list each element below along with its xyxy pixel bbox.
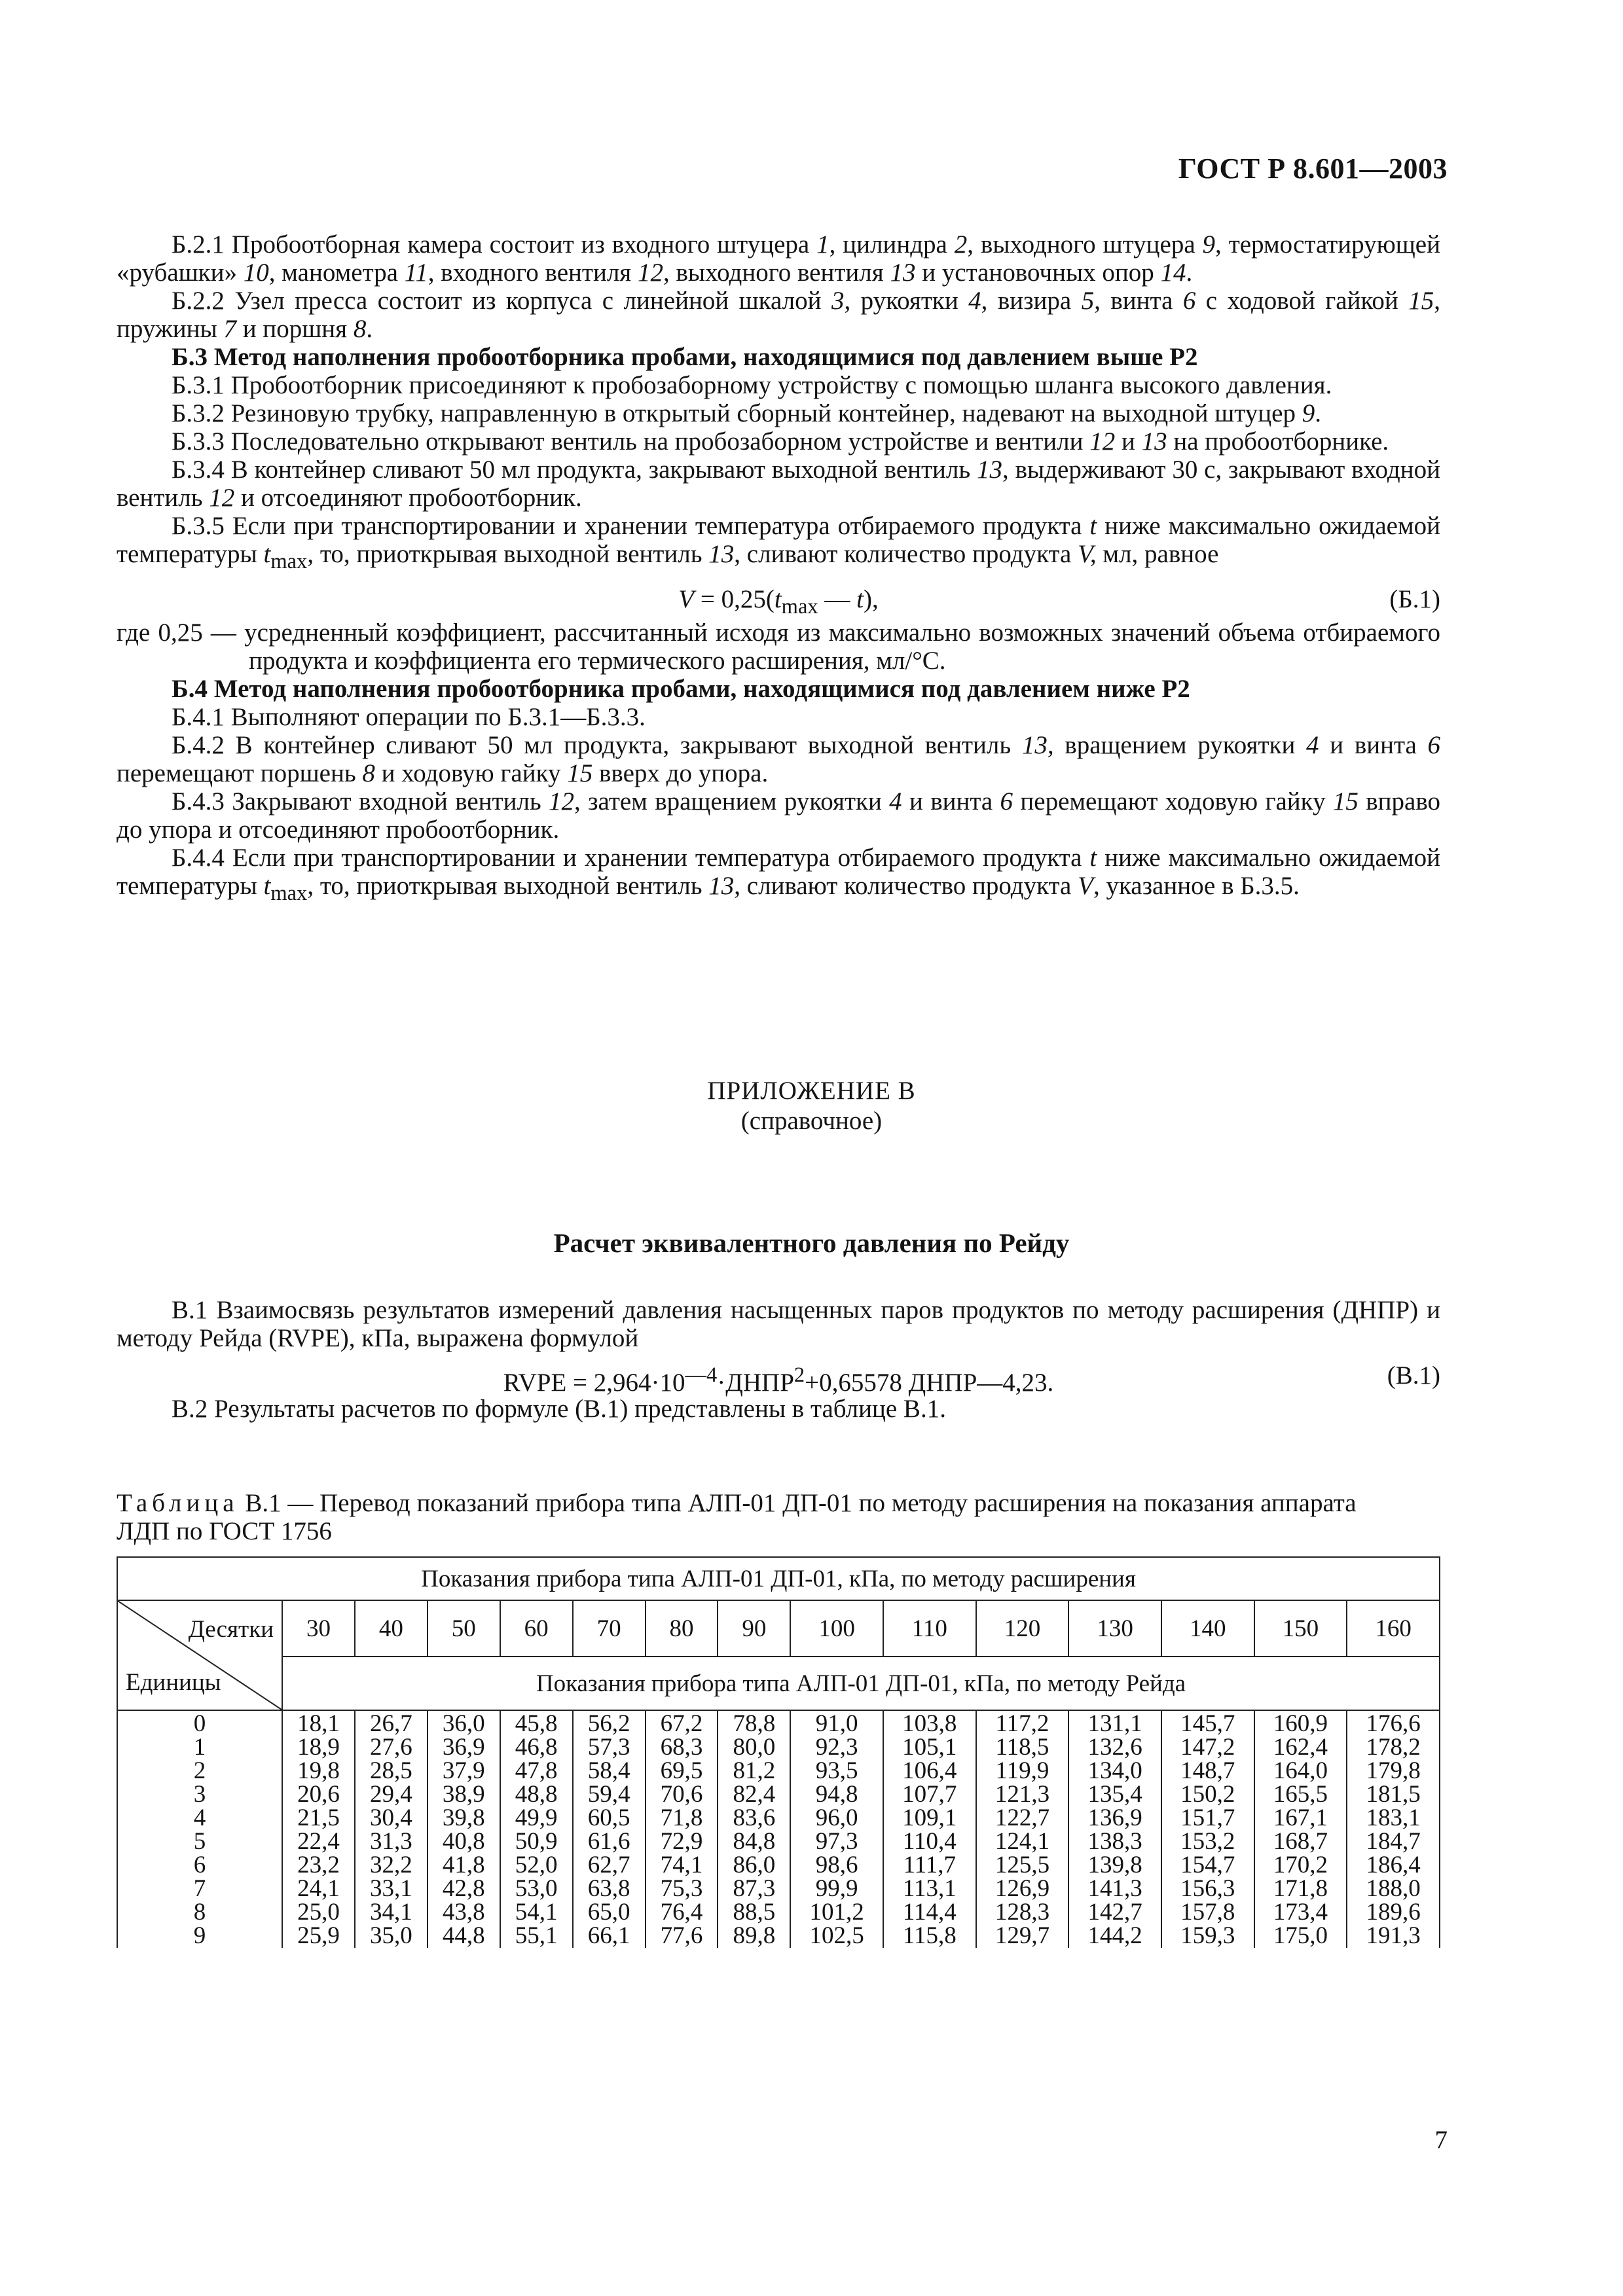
table-cell: 36,9 <box>428 1736 500 1759</box>
units-cell: 8 <box>117 1901 282 1924</box>
formula-v1-number: (В.1) <box>1387 1361 1440 1390</box>
table-row <box>117 1901 1440 1924</box>
table-cell: 184,7 <box>1347 1830 1440 1854</box>
tens-header-cell: 160 <box>1347 1600 1440 1657</box>
table-cell: 167,1 <box>1254 1806 1347 1830</box>
table-cell: 110,4 <box>883 1830 976 1854</box>
table-cell: 83,6 <box>718 1806 790 1830</box>
table-row <box>117 1830 1440 1854</box>
table-cell: 18,1 <box>282 1710 355 1736</box>
table-cell: 150,2 <box>1161 1783 1254 1806</box>
table-cell: 76,4 <box>646 1901 718 1924</box>
appendix-title: ПРИЛОЖЕНИЕ В <box>707 1077 916 1105</box>
units-cell: 9 <box>117 1924 282 1948</box>
table-cell: 160,9 <box>1254 1710 1347 1736</box>
paragraph-b4-4: Б.4.4 Если при транспортировании и хранении температура отбираемого продукта t ниже максимально ожидаемой температуры $t_{max}$, то, приоткрывая выходной вентиль 13, сливают количество продукта V, указанное в Б.3.5. <box>117 843 1440 905</box>
units-cell: 2 <box>117 1759 282 1783</box>
formula-v1 <box>117 1361 1440 1397</box>
table-cell: 153,2 <box>1161 1830 1254 1854</box>
table-caption <box>117 1489 1393 1545</box>
formula-b1-number: (Б.1) <box>1389 584 1440 613</box>
body-text-b <box>117 230 1440 908</box>
table-cell: 132,6 <box>1068 1736 1161 1759</box>
table-cell: 61,6 <box>573 1830 646 1854</box>
page-number: 7 <box>1434 2126 1448 2154</box>
table-row <box>117 1806 1440 1830</box>
paragraph-b3-5: Б.3.5 Если при транспортировании и хранении температура отбираемого продукта t ниже максимально ожидаемой температуры $t_{max}$, то, приоткрывая выходной вентиль 13, сливают количество продукта V, мл, равное <box>117 512 1440 573</box>
table-row <box>117 1736 1440 1759</box>
table-cell: 70,6 <box>646 1783 718 1806</box>
table-cell: 24,1 <box>282 1877 355 1901</box>
table-cell: 159,3 <box>1161 1924 1254 1948</box>
table-cell: 98,6 <box>790 1854 883 1877</box>
table-cell: 65,0 <box>573 1901 646 1924</box>
table-cell: 136,9 <box>1068 1806 1161 1830</box>
table-cell: 135,4 <box>1068 1783 1161 1806</box>
table-cell: 156,3 <box>1161 1877 1254 1901</box>
table-cell: 71,8 <box>646 1806 718 1830</box>
table-cell: 138,3 <box>1068 1830 1161 1854</box>
paragraph-b2-2: Б.2.2 Узел пресса состоит из корпуса с линейной шкалой 3, рукоятки 4, визира 5, винта 6 с ходовой гайкой 15, пружины 7 и поршня 8. <box>117 287 1440 343</box>
table-cell: 55,1 <box>500 1924 573 1948</box>
table-cell: 53,0 <box>500 1877 573 1901</box>
table-cell: 48,8 <box>500 1783 573 1806</box>
table-cell: 114,4 <box>883 1901 976 1924</box>
table-cell: 154,7 <box>1161 1854 1254 1877</box>
table-cell: 142,7 <box>1068 1901 1161 1924</box>
table-cell: 38,9 <box>428 1783 500 1806</box>
table-caption-text: В.1 — Перевод показаний прибора типа АЛП-01 ДП-01 по методу расширения на показания аппарата ЛДП по ГОСТ 1756 <box>117 1489 1357 1545</box>
table-cell: 67,2 <box>646 1710 718 1736</box>
table-cell: 28,5 <box>355 1759 428 1783</box>
conversion-table <box>117 1556 1440 1948</box>
formula-b1-explanation: где 0,25 — усредненный коэффициент, рассчитанный исходя из максимально возможных значений объема отбираемого продукта и коэффициента его термического расширения, мл/°С. <box>117 618 1440 675</box>
table-cell: 147,2 <box>1161 1736 1254 1759</box>
tens-header-cell: 80 <box>646 1600 718 1657</box>
tens-header-cell: 60 <box>500 1600 573 1657</box>
paragraph-b3-4: Б.3.4 В контейнер сливают 50 мл продукта, закрывают выходной вентиль 13, выдерживают 30 с, закрывают входной вентиль 12 и отсоединяют пробоотборник. <box>117 456 1441 512</box>
table-cell: 93,5 <box>790 1759 883 1783</box>
tens-header-cell: 130 <box>1068 1600 1161 1657</box>
table-cell: 35,0 <box>355 1924 428 1948</box>
table-row <box>117 1854 1440 1877</box>
table-cell: 44,8 <box>428 1924 500 1948</box>
table-cell: 91,0 <box>790 1710 883 1736</box>
table-cell: 111,7 <box>883 1854 976 1877</box>
table-cell: 45,8 <box>500 1710 573 1736</box>
paragraph-b2-1: Б.2.1 Пробоотборная камера состоит из входного штуцера 1, цилиндра 2, выходного штуцера 9, термостатирующей «рубашки» 10, манометра 11, входного вентиля 12, выходного вентиля 13 и установочных опор 14. <box>117 230 1440 287</box>
table-cell: 62,7 <box>573 1854 646 1877</box>
table-cell: 121,3 <box>976 1783 1069 1806</box>
table-cell: 58,4 <box>573 1759 646 1783</box>
table-cell: 189,6 <box>1347 1901 1440 1924</box>
table-cell: 191,3 <box>1347 1924 1440 1948</box>
table-cell: 37,9 <box>428 1759 500 1783</box>
table-cell: 77,6 <box>646 1924 718 1948</box>
table-cell: 101,2 <box>790 1901 883 1924</box>
table-cell: 122,7 <box>976 1806 1069 1830</box>
tens-header-cell: 50 <box>428 1600 500 1657</box>
table-cell: 20,6 <box>282 1783 355 1806</box>
tens-header-cell: 70 <box>573 1600 646 1657</box>
table-cell: 26,7 <box>355 1710 428 1736</box>
table-cell: 66,1 <box>573 1924 646 1948</box>
table-cell: 181,5 <box>1347 1783 1440 1806</box>
table-cell: 22,4 <box>282 1830 355 1854</box>
table-cell: 129,7 <box>976 1924 1069 1948</box>
conversion-table-body <box>117 1557 1440 1948</box>
table-cell: 36,0 <box>428 1710 500 1736</box>
table-cell: 168,7 <box>1254 1830 1347 1854</box>
table-cell: 84,8 <box>718 1830 790 1854</box>
table-cell: 128,3 <box>976 1901 1069 1924</box>
corner-label-tens: Десятки <box>188 1616 274 1643</box>
table-cell: 89,8 <box>718 1924 790 1948</box>
table-cell: 68,3 <box>646 1736 718 1759</box>
table-cell: 29,4 <box>355 1783 428 1806</box>
table-cell: 113,1 <box>883 1877 976 1901</box>
units-cell: 6 <box>117 1854 282 1877</box>
table-cell: 87,3 <box>718 1877 790 1901</box>
paragraph-b3-1: Б.3.1 Пробоотборник присоединяют к пробозаборному устройству с помощью шланга высокого давления. <box>172 371 1332 399</box>
table-cell: 148,7 <box>1161 1759 1254 1783</box>
table-cell: 141,3 <box>1068 1877 1161 1901</box>
table-cell: 18,9 <box>282 1736 355 1759</box>
heading-b4: Б.4 Метод наполнения пробоотборника пробами, находящимися под давлением ниже Р2 <box>172 674 1190 703</box>
tens-header-cell: 90 <box>718 1600 790 1657</box>
tens-header-cell: 30 <box>282 1600 355 1657</box>
body-text-v <box>117 1296 1440 1423</box>
table-cell: 57,3 <box>573 1736 646 1759</box>
table-cell: 81,2 <box>718 1759 790 1783</box>
table-cell: 115,8 <box>883 1924 976 1948</box>
table-cell: 42,8 <box>428 1877 500 1901</box>
units-cell: 4 <box>117 1806 282 1830</box>
corner-label-units: Единицы <box>126 1669 221 1696</box>
table-cell: 171,8 <box>1254 1877 1347 1901</box>
table-cell: 96,0 <box>790 1806 883 1830</box>
tens-header-cell: 150 <box>1254 1600 1347 1657</box>
tens-header-cell: 100 <box>790 1600 883 1657</box>
table-cell: 23,2 <box>282 1854 355 1877</box>
units-cell: 5 <box>117 1830 282 1854</box>
paragraph-b4-2: Б.4.2 В контейнер сливают 50 мл продукта, закрывают выходной вентиль 13, вращением рукоятки 4 и винта 6 перемещают поршень 8 и ходовую гайку 15 вверх до упора. <box>117 730 1441 787</box>
section-title: Расчет эквивалентного давления по Рейду <box>553 1228 1070 1258</box>
table-cell: 39,8 <box>428 1806 500 1830</box>
table-cell: 105,1 <box>883 1736 976 1759</box>
table-cell: 43,8 <box>428 1901 500 1924</box>
paragraph-b4-3: Б.4.3 Закрывают входной вентиль 12, затем вращением рукоятки 4 и винта 6 перемещают ходовую гайку 15 вправо до упора и отсоединяют пробоотборник. <box>117 787 1440 844</box>
table-cell: 63,8 <box>573 1877 646 1901</box>
table-cell: 50,9 <box>500 1830 573 1854</box>
table-cell: 107,7 <box>883 1783 976 1806</box>
table-cell: 102,5 <box>790 1924 883 1948</box>
table-cell: 80,0 <box>718 1736 790 1759</box>
table-cell: 179,8 <box>1347 1759 1440 1783</box>
table-cell: 125,5 <box>976 1854 1069 1877</box>
table-cell: 92,3 <box>790 1736 883 1759</box>
table-cell: 47,8 <box>500 1759 573 1783</box>
table-header-row <box>117 1557 1440 1600</box>
table-cell: 99,9 <box>790 1877 883 1901</box>
appendix-subtitle: (справочное) <box>740 1107 883 1135</box>
paragraph-v1: В.1 Взаимосвязь результатов измерений давления насыщенных паров продуктов по методу расширения (ДНПР) и методу Рейда (RVPE), кПа, выражена формулой <box>117 1296 1440 1352</box>
table-cell: 97,3 <box>790 1830 883 1854</box>
table-caption-label: Таблица <box>117 1489 239 1517</box>
table-cell: 86,0 <box>718 1854 790 1877</box>
units-cell: 1 <box>117 1736 282 1759</box>
table-cell: 106,4 <box>883 1759 976 1783</box>
table-cell: 175,0 <box>1254 1924 1347 1948</box>
table-header-top: Показания прибора типа АЛП-01 ДП-01, кПа, по методу расширения <box>117 1557 1440 1600</box>
table-tens-row <box>117 1600 1440 1657</box>
tens-header-cell: 40 <box>355 1600 428 1657</box>
table-cell: 173,4 <box>1254 1901 1347 1924</box>
table-cell: 165,5 <box>1254 1783 1347 1806</box>
table-cell: 30,4 <box>355 1806 428 1830</box>
table-cell: 72,9 <box>646 1830 718 1854</box>
table-cell: 31,3 <box>355 1830 428 1854</box>
table-cell: 151,7 <box>1161 1806 1254 1830</box>
table-cell: 60,5 <box>573 1806 646 1830</box>
table-cell: 124,1 <box>976 1830 1069 1854</box>
paragraph-b3-3: Б.3.3 Последовательно открывают вентиль на пробозаборном устройстве и вентили 12 и 13 на пробоотборнике. <box>172 427 1389 456</box>
table-cell: 117,2 <box>976 1710 1069 1736</box>
table-cell: 162,4 <box>1254 1736 1347 1759</box>
table-cell: 157,8 <box>1161 1901 1254 1924</box>
table-cell: 32,2 <box>355 1854 428 1877</box>
table-cell: 69,5 <box>646 1759 718 1783</box>
table-cell: 139,8 <box>1068 1854 1161 1877</box>
table-cell: 56,2 <box>573 1710 646 1736</box>
table-cell: 54,1 <box>500 1901 573 1924</box>
table-cell: 103,8 <box>883 1710 976 1736</box>
table-cell: 74,1 <box>646 1854 718 1877</box>
table-cell: 164,0 <box>1254 1759 1347 1783</box>
table-cell: 49,9 <box>500 1806 573 1830</box>
table-row <box>117 1924 1440 1948</box>
table-cell: 27,6 <box>355 1736 428 1759</box>
table-cell: 145,7 <box>1161 1710 1254 1736</box>
tens-header-cell: 140 <box>1161 1600 1254 1657</box>
table-row <box>117 1877 1440 1901</box>
paragraph-b4-1: Б.4.1 Выполняют операции по Б.3.1—Б.3.3. <box>172 702 646 731</box>
table-cell: 52,0 <box>500 1854 573 1877</box>
units-cell: 3 <box>117 1783 282 1806</box>
table-cell: 75,3 <box>646 1877 718 1901</box>
table-cell: 33,1 <box>355 1877 428 1901</box>
paragraph-v2: В.2 Результаты расчетов по формуле (В.1) представлены в таблице В.1. <box>172 1395 946 1423</box>
table-cell: 126,9 <box>976 1877 1069 1901</box>
table-cell: 118,5 <box>976 1736 1069 1759</box>
table-header-sub: Показания прибора типа АЛП-01 ДП-01, кПа, по методу Рейда <box>282 1657 1440 1710</box>
formula-b1-expression: $V = 0,25(t_{max}$ — t), <box>678 584 879 619</box>
table-cell: 46,8 <box>500 1736 573 1759</box>
table-cell: 25,0 <box>282 1901 355 1924</box>
tens-header-cell: 110 <box>883 1600 976 1657</box>
table-corner-cell <box>117 1600 282 1710</box>
table-cell: 40,8 <box>428 1830 500 1854</box>
table-cell: 78,8 <box>718 1710 790 1736</box>
table-cell: 183,1 <box>1347 1806 1440 1830</box>
table-subheader-row <box>117 1657 1440 1710</box>
table-cell: 176,6 <box>1347 1710 1440 1736</box>
tens-header-cell: 120 <box>976 1600 1069 1657</box>
table-cell: 178,2 <box>1347 1736 1440 1759</box>
units-cell: 0 <box>117 1710 282 1736</box>
table-cell: 186,4 <box>1347 1854 1440 1877</box>
table-cell: 94,8 <box>790 1783 883 1806</box>
table-row <box>117 1759 1440 1783</box>
table-cell: 21,5 <box>282 1806 355 1830</box>
units-cell: 7 <box>117 1877 282 1901</box>
heading-b3: Б.3 Метод наполнения пробоотборника пробами, находящимися под давлением выше Р2 <box>172 343 1198 371</box>
table-cell: 109,1 <box>883 1806 976 1830</box>
table-cell: 82,4 <box>718 1783 790 1806</box>
table-cell: 188,0 <box>1347 1877 1440 1901</box>
table-row <box>117 1710 1440 1736</box>
table-cell: 119,9 <box>976 1759 1069 1783</box>
table-cell: 59,4 <box>573 1783 646 1806</box>
document-header: ГОСТ Р 8.601—2003 <box>1178 152 1448 185</box>
table-cell: 88,5 <box>718 1901 790 1924</box>
formula-b1 <box>117 584 1440 619</box>
table-cell: 131,1 <box>1068 1710 1161 1736</box>
table-cell: 34,1 <box>355 1901 428 1924</box>
paragraph-b3-2: Б.3.2 Резиновую трубку, направленную в открытый сборный контейнер, надевают на выходной штуцер 9. <box>172 399 1321 427</box>
table-cell: 19,8 <box>282 1759 355 1783</box>
table-cell: 25,9 <box>282 1924 355 1948</box>
table-cell: 134,0 <box>1068 1759 1161 1783</box>
table-cell: 144,2 <box>1068 1924 1161 1948</box>
table-row <box>117 1783 1440 1806</box>
formula-v1-expression: RVPE = $2,964\cdot 10^{—4}\cdot ДНПР^2+0,65578$ ДНПР—4,23. <box>503 1363 1054 1397</box>
table-cell: 170,2 <box>1254 1854 1347 1877</box>
table-cell: 41,8 <box>428 1854 500 1877</box>
